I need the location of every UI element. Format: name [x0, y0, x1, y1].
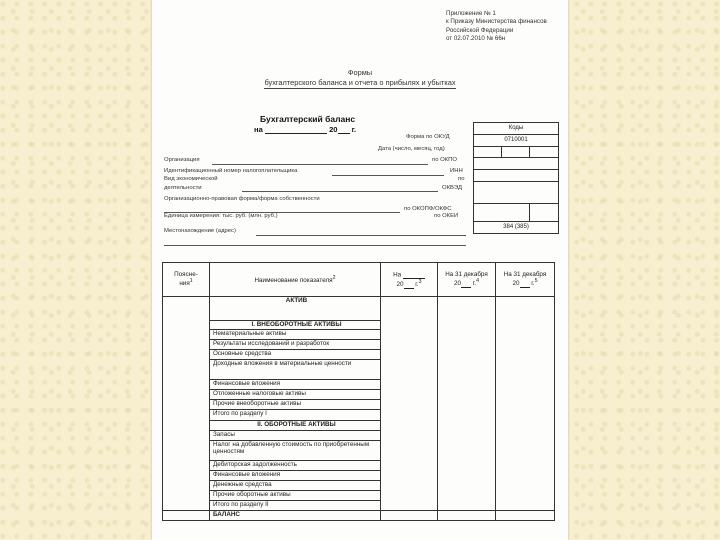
- row-other-current: Прочие оборотные активы: [210, 491, 381, 501]
- col-date3-title: На 31 декабря: [503, 271, 547, 279]
- col-explanation-sup: 1: [189, 278, 193, 285]
- location-line-1: [256, 235, 466, 236]
- forms-title-line-1: Формы: [347, 68, 373, 77]
- col-name-sup: 2: [332, 274, 336, 281]
- legal-form-label: Организационно-правовая форма/форма собственности: [164, 196, 320, 202]
- activity-po-label: по: [458, 176, 465, 182]
- col-explanation-line-1: Поясне-: [174, 271, 198, 279]
- forms-title: [152, 68, 568, 89]
- okud-label: Форма по ОКУД: [406, 134, 450, 140]
- date-day-cell: [474, 146, 502, 158]
- forms-title-line-2: бухгалтерского баланса и отчета о прибылях и убытках: [264, 78, 456, 87]
- col-explanation-header: [163, 263, 210, 297]
- balance-year-blank: [338, 125, 350, 134]
- okpo-code: [474, 158, 559, 170]
- codes-header: Коды: [474, 123, 559, 135]
- row-income-investments: Доходные вложения в материальные ценности: [210, 360, 381, 380]
- row-cash: Денежные средства: [210, 481, 381, 491]
- balance-explanation-cell: [163, 511, 210, 521]
- col-date2-header: [438, 263, 496, 297]
- okpo-label: по ОКПО: [432, 157, 457, 163]
- row-fixed-assets: Основные средства: [210, 350, 381, 360]
- col-date1-on: На: [393, 272, 402, 279]
- col-date3-year: 20: [512, 280, 520, 288]
- okei-code: 384 (385): [474, 221, 559, 233]
- balance-date-prefix: на: [254, 125, 263, 134]
- col-explanation-line-2: ния: [179, 280, 190, 288]
- okved-label: ОКВЭД: [442, 185, 462, 191]
- unit-label: Единица измерения: тыс. руб. (млн. руб.): [164, 213, 278, 219]
- col-date2-sup: 4: [476, 278, 479, 285]
- table-header-row: [163, 263, 555, 297]
- activity-title: Вид экономической: [164, 176, 218, 182]
- row-total-section2: Итого по разделу II: [210, 501, 381, 511]
- balance-date2-cell: [438, 511, 496, 521]
- col-date1-header: [381, 263, 438, 297]
- date1-values-cell: [381, 297, 438, 511]
- okud-code: 0710001: [474, 134, 559, 146]
- col-date1-year: 20: [396, 281, 404, 289]
- balance-date-blank: [265, 125, 327, 134]
- activity-line: [242, 191, 438, 192]
- okei-label: по ОКЕИ: [434, 213, 459, 219]
- appendix-line-3: Российской Федерации: [446, 26, 514, 34]
- date-label: Дата (число, месяц, год): [378, 146, 445, 152]
- inn-label: ИНН: [450, 168, 463, 174]
- section2-label: II. ОБОРОТНЫЕ АКТИВЫ: [210, 421, 381, 431]
- balance-date1-cell: [381, 511, 438, 521]
- appendix-line-1: Приложение № 1: [446, 10, 496, 17]
- okopf-code: [474, 203, 530, 221]
- row-financial-investments-1: Финансовые вложения: [210, 380, 381, 390]
- organization-line: [212, 164, 428, 165]
- balance-date3-cell: [496, 511, 555, 521]
- balance-title: Бухгалтерский баланс: [260, 114, 356, 124]
- col-date2-title: На 31 декабря: [445, 271, 488, 279]
- okved-code: [474, 181, 559, 203]
- okopf-label: по ОКОПФ/ОКФС: [404, 206, 452, 212]
- section1-label: I. ВНЕОБОРОТНЫЕ АКТИВЫ: [210, 321, 381, 330]
- col-date3-header: [496, 263, 555, 297]
- activity-title-2: деятельности: [164, 185, 202, 191]
- col-date1-blank: [403, 270, 425, 279]
- row-other-noncurrent: Прочие внеоборотные активы: [210, 400, 381, 410]
- organization-label: Организация: [164, 157, 200, 163]
- appendix-line-2: к Приказу Министерства финансов: [446, 18, 547, 26]
- inn-code: [474, 170, 559, 182]
- assets-label: АКТИВ: [210, 297, 381, 321]
- row-financial-investments-2: Финансовые вложения: [210, 471, 381, 481]
- row-research-results: Результаты исследований и разработок: [210, 340, 381, 350]
- explanation-column-cell: [163, 297, 210, 511]
- row-deferred-tax-assets: Отложенные налоговые активы: [210, 390, 381, 400]
- assets-row: [163, 297, 555, 321]
- location-line-2: [164, 245, 466, 246]
- col-date3-sup: 5: [534, 278, 538, 285]
- col-name-label: Наименование показателя: [254, 276, 333, 284]
- row-inventories: Запасы: [210, 431, 381, 441]
- col-date2-year: 20: [454, 280, 462, 288]
- document-page: [152, 0, 568, 540]
- row-receivables: Дебиторская задолженность: [210, 461, 381, 471]
- col-date3-suffix: г.: [531, 280, 535, 288]
- inn-line: [332, 175, 444, 176]
- appendix-note: [446, 10, 547, 43]
- row-vat: Налог на добавленную стоимость по приобретенным ценностям: [210, 441, 381, 461]
- balance-label: БАЛАНС: [210, 511, 381, 521]
- balance-row: [163, 511, 555, 521]
- col-date1-year-blank: [404, 280, 414, 289]
- date-month-cell: [502, 146, 530, 158]
- col-date3-year-blank: [520, 279, 530, 288]
- okfs-code: [530, 203, 559, 221]
- inn-title: Идентификационный номер налогоплательщика: [164, 168, 298, 174]
- col-date2-suffix: г.: [472, 280, 477, 288]
- date-year-cell: [530, 146, 559, 158]
- date2-values-cell: [438, 297, 496, 511]
- col-name-header: [210, 263, 381, 297]
- col-date2-year-blank: [461, 279, 471, 288]
- col-date1-suffix: г.: [415, 281, 419, 289]
- location-label: Местонахождение (адрес): [164, 228, 236, 234]
- balance-date-suffix: г.: [351, 125, 357, 134]
- appendix-line-4: от 02.07.2010 № 66н: [446, 34, 506, 42]
- balance-date: [254, 125, 356, 134]
- balance-table: [162, 262, 555, 521]
- row-total-section1: Итого по разделу I: [210, 410, 381, 421]
- balance-date-year: 20: [329, 125, 338, 134]
- row-intangible-assets: Нематериальные активы: [210, 330, 381, 340]
- date3-values-cell: [496, 297, 555, 511]
- codes-table: [473, 122, 559, 234]
- col-date1-sup: 3: [418, 279, 422, 286]
